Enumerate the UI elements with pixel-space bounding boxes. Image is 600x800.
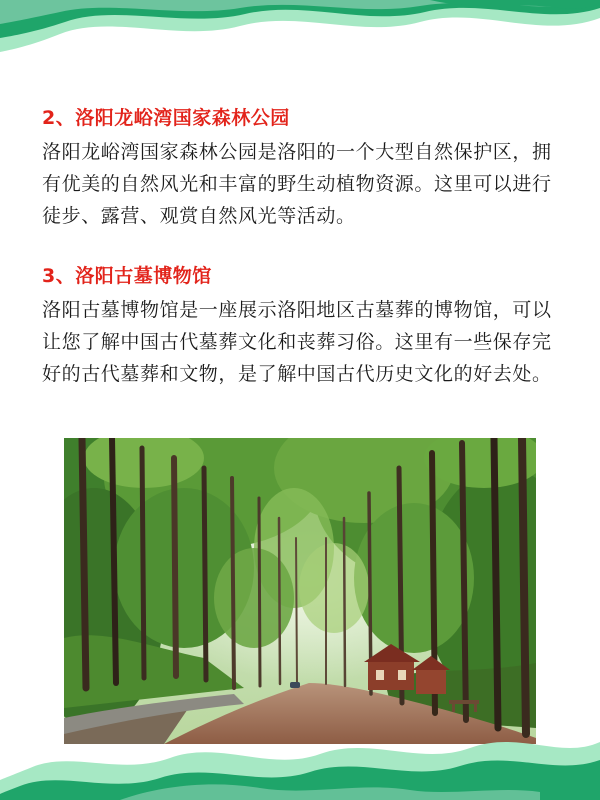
section-body: 洛阳龙峪湾国家森林公园是洛阳的一个大型自然保护区，拥有优美的自然风光和丰富的野生动植物资源。这里可以进行徒步、露营、观赏自然风光等活动。 <box>42 141 552 227</box>
section-longyuwan <box>42 104 562 232</box>
section-ancient-tomb-museum <box>42 262 562 390</box>
section-heading: 2、洛阳龙峪湾国家森林公园 <box>42 107 290 129</box>
bottom-wave-decoration <box>0 720 600 800</box>
section-heading: 3、洛阳古墓博物馆 <box>42 265 212 287</box>
forest-path-illustration <box>64 438 536 744</box>
section-body: 洛阳古墓博物馆是一座展示洛阳地区古墓葬的博物馆，可以让您了解中国古代墓葬文化和丧葬习俗。这里有一些保存完好的古代墓葬和文物，是了解中国古代历史文化的好去处。 <box>42 299 552 385</box>
top-wave-decoration <box>0 0 600 70</box>
forest-photo <box>64 438 536 744</box>
